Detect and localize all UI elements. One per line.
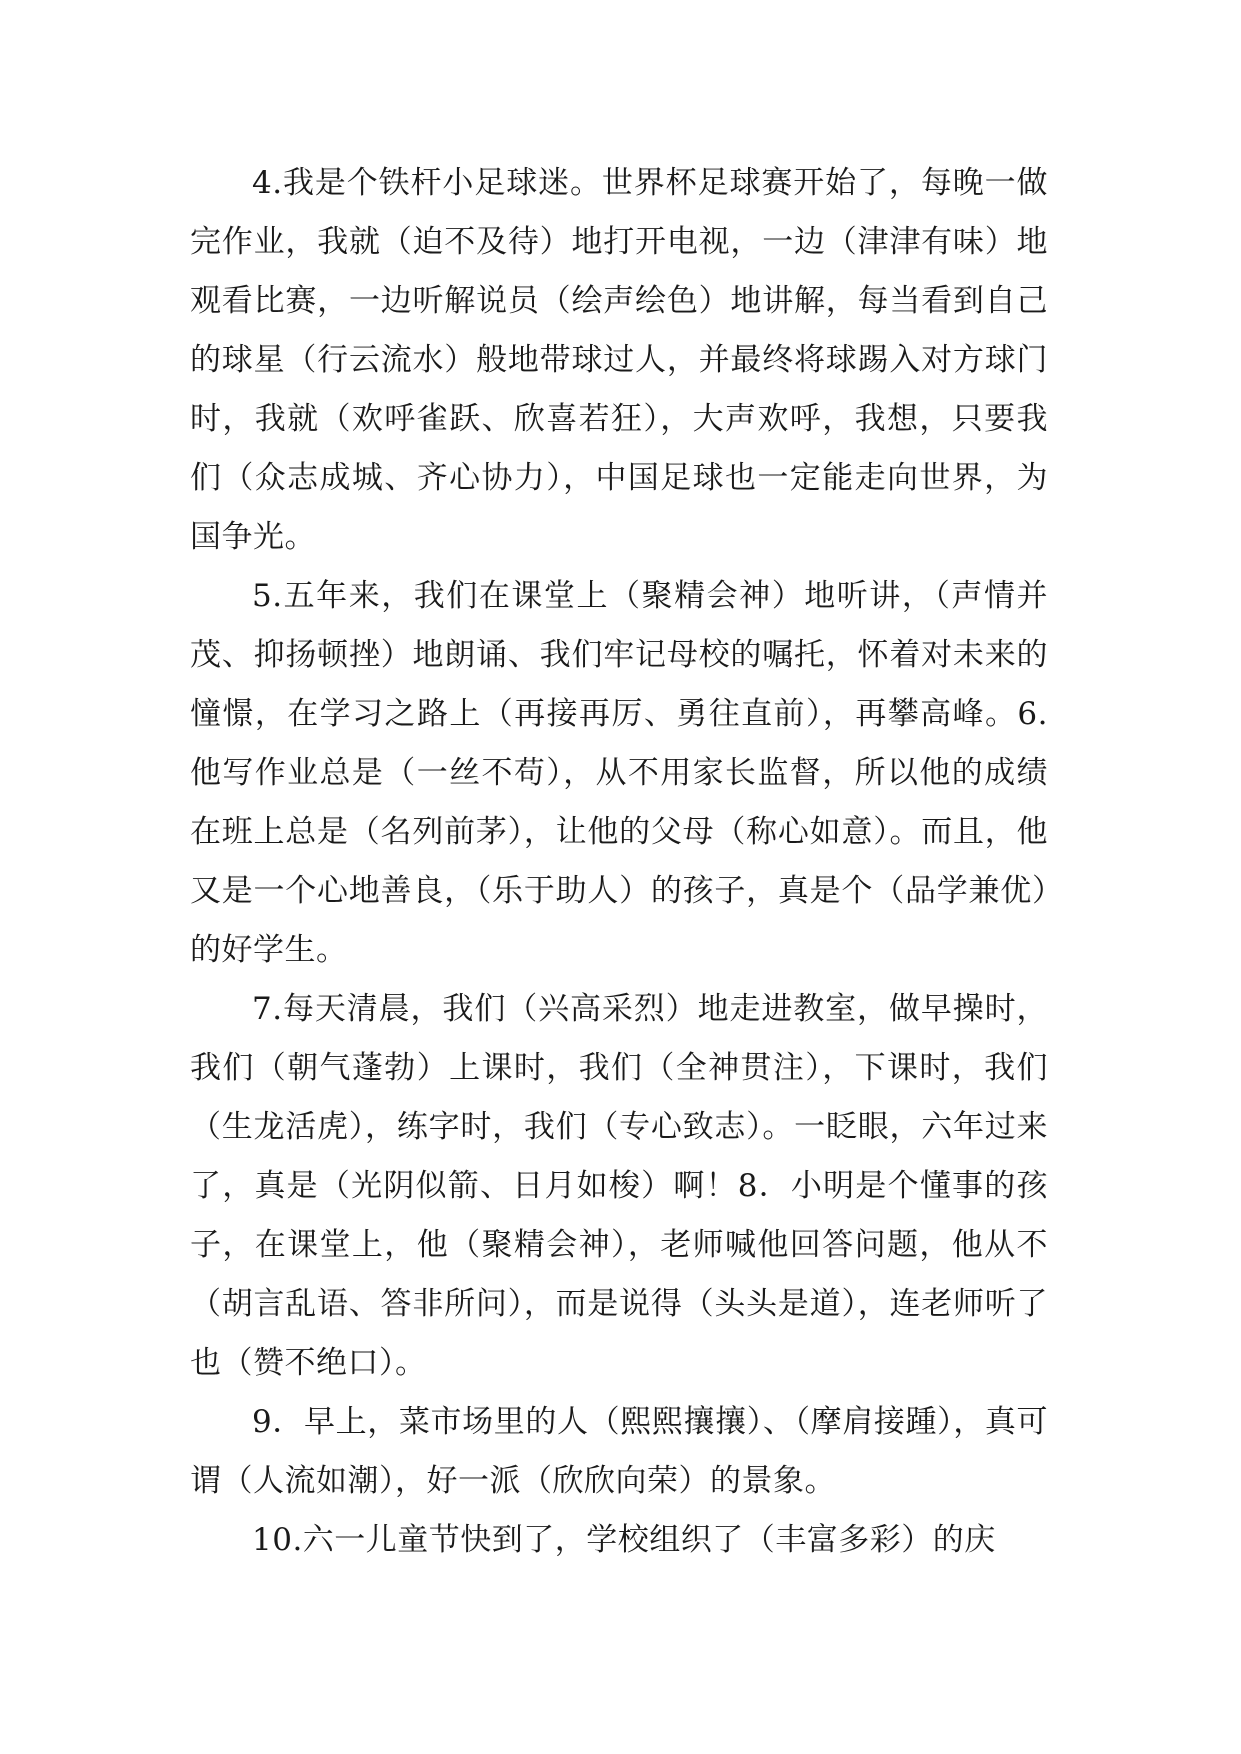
paragraph-item-5-6: 5.五年来，我们在课堂上（聚精会神）地听讲，（声情并茂、抑扬顿挫）地朗诵、我们牢记母校的嘱托，怀着对未来的憧憬，在学习之路上（再接再厉、勇往直前），再攀高峰。6.他写作业总是（一丝不苟），从不用家长监督，所以他的成绩在班上总是（名列前茅），让他的父母（称心如意）。而且，他又是一个心地善良，（乐于助人）的孩子，真是个（品学兼优）的好学生。 [190, 578, 1048, 968]
paragraph-item-10: 10.六一儿童节快到了，学校组织了（丰富多彩）的庆 [252, 1522, 996, 1558]
paragraph-item-7-8: 7.每天清晨，我们（兴高采烈）地走进教室，做早操时，我们（朝气蓬勃）上课时，我们（全神贯注），下课时，我们（生龙活虎），练字时，我们（专心致志）。一眨眼，六年过来了，真是（光阴似箭、日月如梭）啊！8．小明是个懂事的孩子，在课堂上，他（聚精会神），老师喊他回答问题，他从不（胡言乱语、答非所问），而是说得（头头是道），连老师听了也（赞不绝口）。 [190, 991, 1048, 1381]
paragraph-item-9: 9．早上，菜市场里的人（熙熙攘攘）、（摩肩接踵），真可谓（人流如潮），好一派（欣欣向荣）的景象。 [190, 1404, 1048, 1499]
document-body [190, 154, 1048, 1570]
paragraph-item-4: 4.我是个铁杆小足球迷。世界杯足球赛开始了，每晚一做完作业，我就（迫不及待）地打开电视，一边（津津有味）地观看比赛，一边听解说员（绘声绘色）地讲解，每当看到自己的球星（行云流水）般地带球过人，并最终将球踢入对方球门时，我就（欢呼雀跃、欣喜若狂），大声欢呼，我想，只要我们（众志成城、齐心协力），中国足球也一定能走向世界，为国争光。 [190, 165, 1048, 555]
